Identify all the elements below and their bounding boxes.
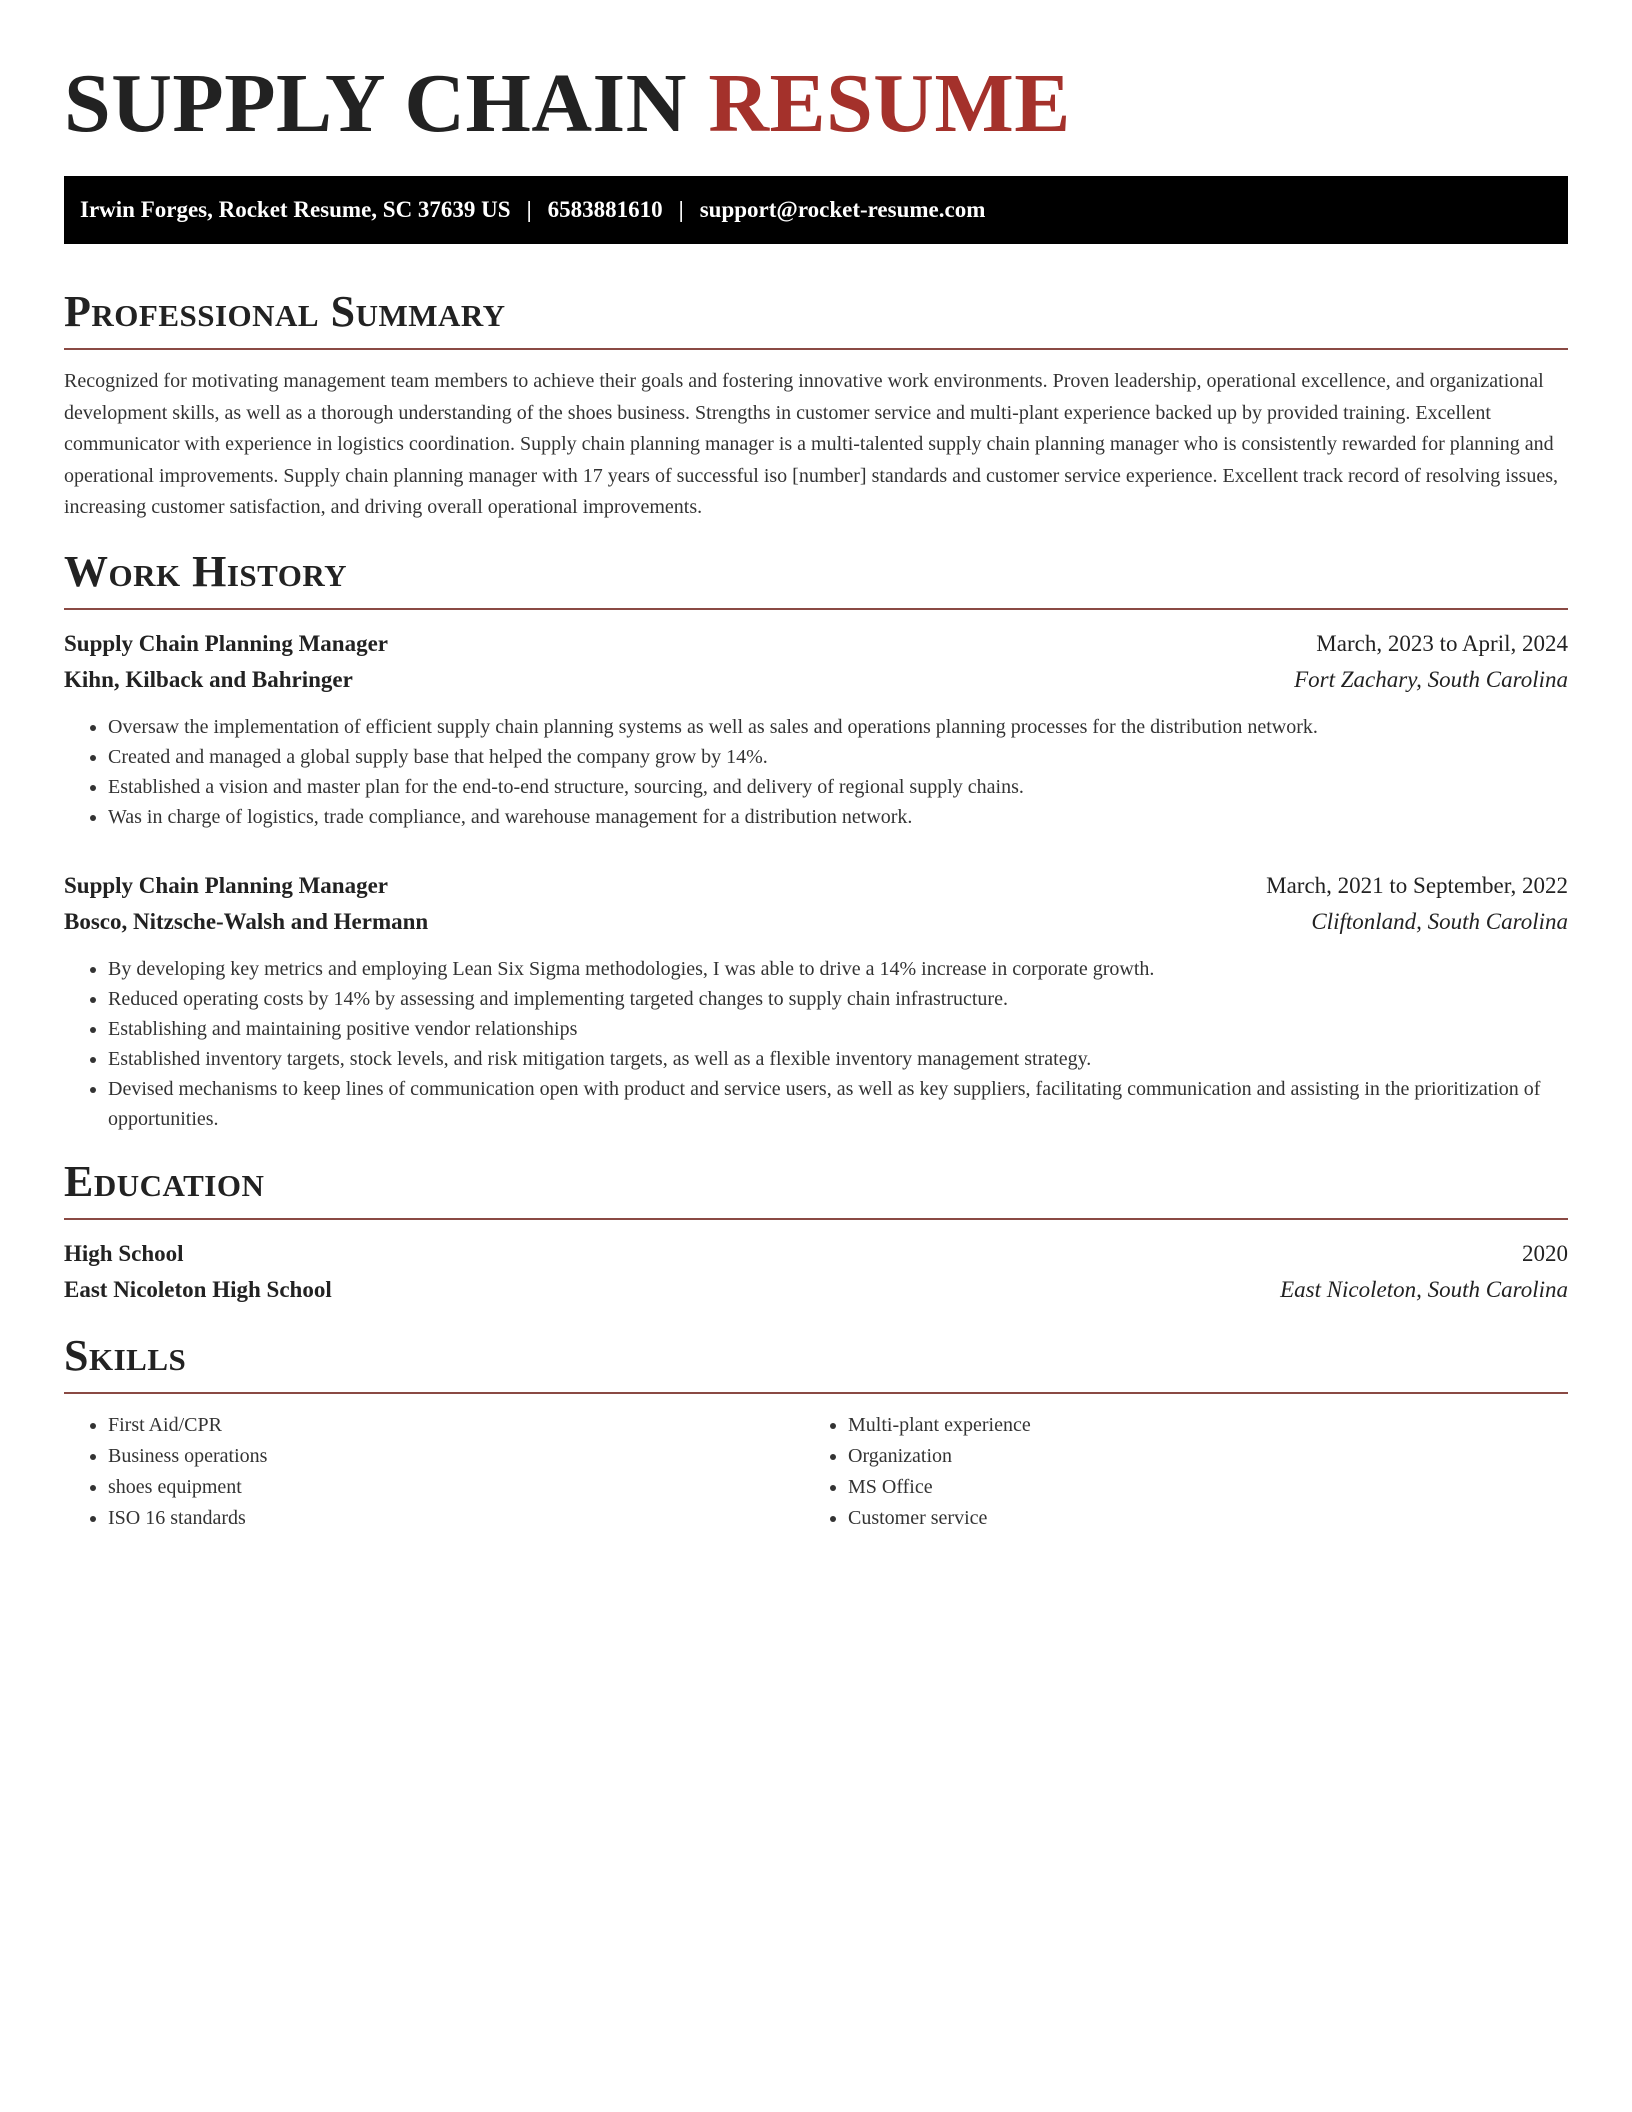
title-accent: RESUME: [708, 57, 1071, 150]
job-bullet: • Established inventory targets, stock levels, and risk mitigation targets, as well as a flexible inventory management strategy.: [108, 1044, 1568, 1074]
job-company: Bosco, Nitzsche-Walsh and Hermann: [64, 908, 429, 934]
skill-item: • shoes equipment: [108, 1472, 804, 1503]
job-title: Supply Chain Planning Manager: [64, 630, 389, 656]
job-company-row: [64, 662, 1568, 698]
job-location: Fort Zachary, South Carolina: [1294, 666, 1568, 692]
skill-item: • MS Office: [848, 1472, 1544, 1503]
skills-list-right: [804, 1410, 1544, 1534]
skill-item: • Organization: [848, 1441, 1544, 1472]
contact-separator: |: [678, 197, 684, 222]
job-company-row: [64, 904, 1568, 940]
education-location: East Nicoleton, South Carolina: [1280, 1276, 1568, 1302]
job-bullets: [64, 712, 1568, 832]
education-school-row: [64, 1272, 1568, 1308]
contact-email[interactable]: support@rocket-resume.com: [699, 197, 986, 222]
skills-list-left: [64, 1410, 804, 1534]
title-main: SUPPLY CHAIN: [64, 57, 687, 150]
job-bullet: • Created and managed a global supply base that helped the company grow by 14%.: [108, 742, 1568, 772]
section-heading-skills: Skills: [64, 1330, 1568, 1394]
contact-separator: |: [526, 197, 532, 222]
job-entry: [64, 626, 1568, 832]
education-year: 2020: [1522, 1240, 1568, 1266]
work-history-section: [64, 546, 1568, 1134]
summary-text: Recognized for motivating management team members to achieve their goals and fostering innovative work environments. Proven leadership, operational excellence, and organizational development skills, as well as a thorough understanding of the shoes business. Strengths in customer service and multi-plant experience backed up by provided training. Excellent communicator with experience in logistics coordination. Supply chain planning manager is a multi-talented supply chain planning manager who is consistently rewarded for planning and operational improvements. Supply chain planning manager with 17 years of successful iso [number] standards and customer service experience. Excellent track record of resolving issues, increasing customer satisfaction, and driving overall operational improvements.: [64, 370, 1558, 518]
job-title-row: [64, 868, 1568, 904]
job-dates: March, 2021 to September, 2022: [1266, 872, 1568, 898]
contact-bar: [64, 176, 1568, 244]
job-bullet: • Established a vision and master plan for the end-to-end structure, sourcing, and delivery of regional supply chains.: [108, 772, 1568, 802]
contact-address: Irwin Forges, Rocket Resume, SC 37639 US: [80, 197, 511, 222]
resume-page: [64, 0, 1568, 1534]
job-dates: March, 2023 to April, 2024: [1316, 630, 1568, 656]
job-bullet: • Devised mechanisms to keep lines of communication open with product and service users, as well as key suppliers, facilitating communication and assisting in the prioritization of opportunities.: [108, 1074, 1568, 1134]
job-entry: [64, 868, 1568, 1134]
section-heading-education: Education: [64, 1156, 1568, 1220]
job-title: Supply Chain Planning Manager: [64, 872, 389, 898]
education-degree-row: [64, 1236, 1568, 1272]
skill-item: • First Aid/CPR: [108, 1410, 804, 1441]
skill-item: • ISO 16 standards: [108, 1503, 804, 1534]
job-company: Kihn, Kilback and Bahringer: [64, 666, 353, 692]
skills-section: [64, 1330, 1568, 1534]
education-school: East Nicoleton High School: [64, 1276, 332, 1302]
education-section: [64, 1156, 1568, 1308]
summary-section: [64, 286, 1568, 524]
section-heading-work-history: Work History: [64, 546, 1568, 610]
skills-columns: [64, 1410, 1568, 1534]
job-bullet: • Establishing and maintaining positive vendor relationships: [108, 1014, 1568, 1044]
skill-item: • Multi-plant experience: [848, 1410, 1544, 1441]
job-bullet: • Was in charge of logistics, trade compliance, and warehouse management for a distribution network.: [108, 802, 1568, 832]
skill-item: • Customer service: [848, 1503, 1544, 1534]
education-degree: High School: [64, 1240, 184, 1266]
job-bullet: • Oversaw the implementation of efficient supply chain planning systems as well as sales and operations planning processes for the distribution network.: [108, 712, 1568, 742]
job-title-row: [64, 626, 1568, 662]
section-heading-summary: Professional Summary: [64, 286, 1568, 350]
job-bullet: • By developing key metrics and employing Lean Six Sigma methodologies, I was able to drive a 14% increase in corporate growth.: [108, 954, 1568, 984]
job-bullet: • Reduced operating costs by 14% by assessing and implementing targeted changes to supply chain infrastructure.: [108, 984, 1568, 1014]
job-location: Cliftonland, South Carolina: [1311, 908, 1568, 934]
resume-title: [64, 0, 1568, 152]
skill-item: • Business operations: [108, 1441, 804, 1472]
education-entry: [64, 1236, 1568, 1308]
contact-phone: 6583881610: [547, 197, 663, 222]
job-bullets: [64, 954, 1568, 1134]
